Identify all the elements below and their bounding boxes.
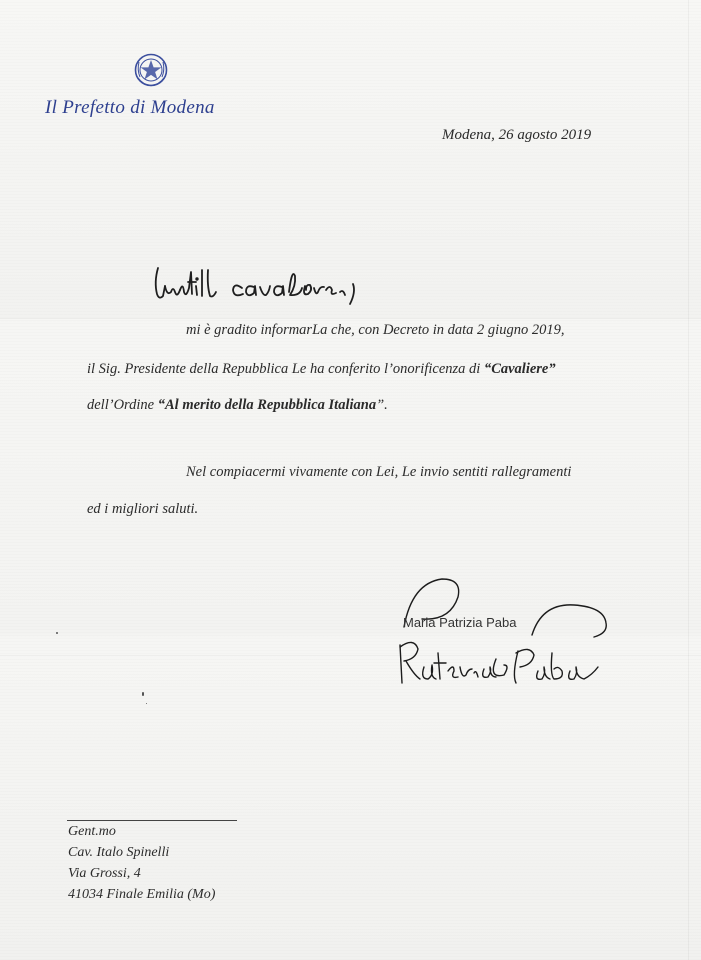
handwritten-salutation	[150, 262, 395, 310]
paper-crease	[688, 0, 689, 960]
body-line	[87, 361, 556, 378]
body-text: dell’Ordine	[87, 397, 158, 413]
paper-speck	[142, 692, 144, 696]
letter-date: Modena, 26 agosto 2019	[442, 127, 592, 143]
recipient-city: 41034 Finale Emilia (Mo)	[68, 887, 216, 902]
body-line	[87, 397, 388, 414]
handwritten-signature	[392, 575, 627, 690]
paper-speck	[56, 632, 58, 634]
honor-title: “Cavaliere”	[483, 361, 556, 377]
letterhead-office: Il Prefetto di Modena	[45, 97, 215, 118]
body-text: il Sig. Presidente della Repubblica Le ha conferito l’onorificenza di	[87, 361, 484, 377]
signer-name: Maria Patrizia Paba	[403, 615, 517, 630]
paper-fold-line	[0, 318, 701, 320]
recipient-line: Gent.mo	[68, 824, 116, 839]
address-divider	[67, 820, 237, 821]
body-line: mi è gradito informarLa che, con Decreto in data 2 giugno 2019,	[186, 322, 565, 338]
recipient-name: Cav. Italo Spinelli	[68, 845, 170, 860]
paper-speck	[146, 703, 147, 704]
body-text: ”.	[376, 397, 388, 413]
recipient-street: Via Grossi, 4	[68, 866, 141, 881]
body-line: Nel compiacermi vivamente con Lei, Le invio sentiti rallegramenti	[186, 464, 572, 480]
order-name: “Al merito della Repubblica Italiana	[157, 397, 377, 413]
body-line: ed i migliori saluti.	[87, 501, 199, 517]
republic-emblem-icon	[133, 52, 169, 88]
